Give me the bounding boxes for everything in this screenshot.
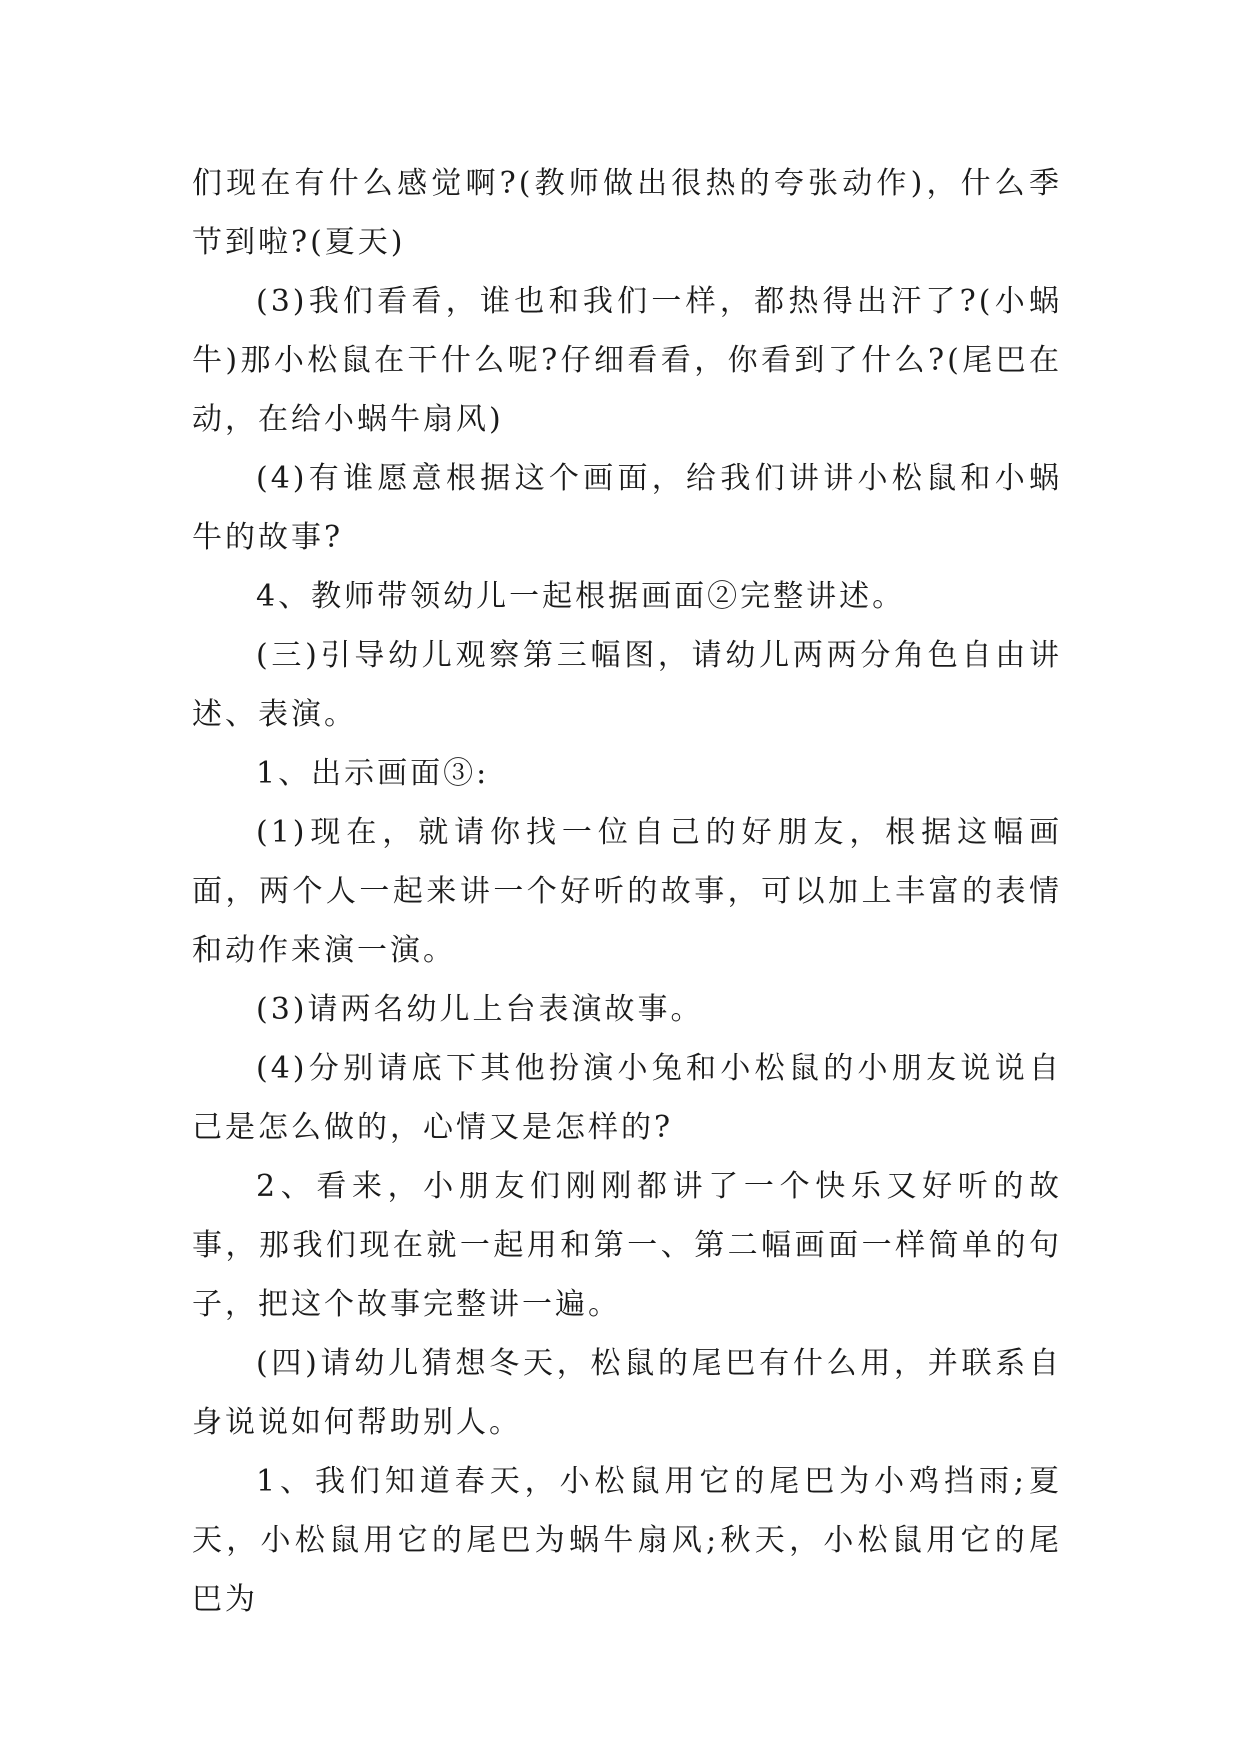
paragraph-seasons-tail: 1、我们知道春天，小松鼠用它的尾巴为小鸡挡雨;夏天，小松鼠用它的尾巴为蜗牛扇风;秋天，小松鼠用它的尾巴为 [192,1464,1062,1617]
paragraph-step-3-sweating: (3)我们看看，谁也和我们一样，都热得出汗了?(小蜗牛)那小松鼠在干什么呢?仔细看看，你看到了什么?(尾巴在动，在给小蜗牛扇风) [192,284,1062,437]
paragraph-teacher-lead-retell: 4、教师带领幼儿一起根据画面②完整讲述。 [256,579,906,614]
paragraph-find-friend: (1)现在，就请你找一位自己的好朋友，根据这幅画面，两个人一起来讲一个好听的故事，可以加上丰富的表情和动作来演一演。 [192,815,1062,968]
paragraph-step-4-tell-story: (4)有谁愿意根据这个画面，给我们讲讲小松鼠和小蜗牛的故事? [192,461,1062,555]
paragraph-show-picture-3: 1、出示画面③: [256,756,490,791]
paragraph-continuation: 们现在有什么感觉啊?(教师做出很热的夸张动作)，什么季节到啦?(夏天) [192,166,1062,260]
paragraph-section-four: (四)请幼儿猜想冬天，松鼠的尾巴有什么用，并联系自身说说如何帮助别人。 [192,1346,1062,1440]
paragraph-perform-story: (3)请两名幼儿上台表演故事。 [256,992,704,1027]
paragraph-retell-whole-story: 2、看来，小朋友们刚刚都讲了一个快乐又好听的故事，那我们现在就一起用和第一、第二幅画面一样简单的句子，把这个故事完整讲一遍。 [192,1169,1062,1322]
paragraph-discuss-feelings: (4)分别请底下其他扮演小兔和小松鼠的小朋友说说自己是怎么做的，心情又是怎样的? [192,1051,1062,1145]
paragraph-section-three: (三)引导幼儿观察第三幅图，请幼儿两两分角色自由讲述、表演。 [192,638,1062,732]
document-body [192,154,1062,1629]
